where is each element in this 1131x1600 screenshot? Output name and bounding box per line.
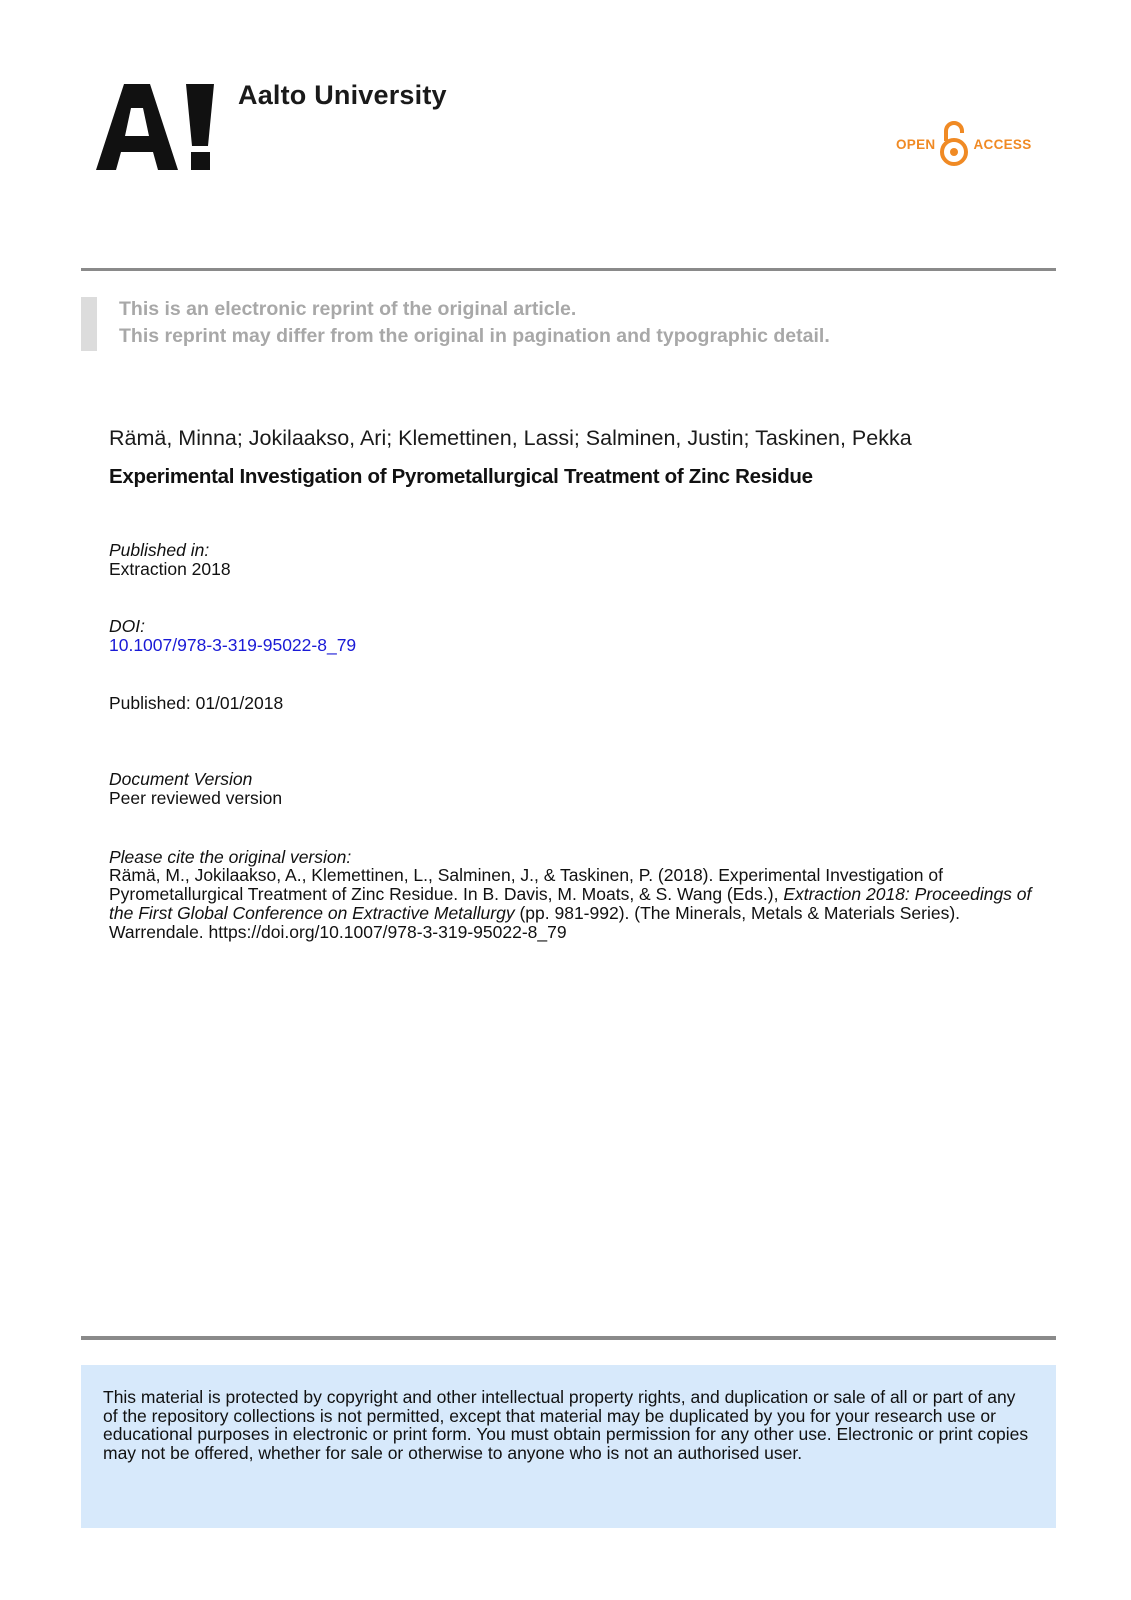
document-version-value: Peer reviewed version (109, 788, 283, 808)
citation-book-title: Extraction 2018: Proceedings of the First Global Conference on Extractive Metallurgy (109, 884, 1032, 923)
reprint-notice-line1: This is an electronic reprint of the original article. (119, 298, 577, 320)
reprint-notice-bar (81, 297, 97, 351)
open-access-label-left: OPEN (896, 136, 936, 152)
copyright-notice: This material is protected by copyright and other intellectual property rights, and duplication or sale of all or part of any of the repository collections is not permitted, except that material may be duplicated by you for your research use or educational purposes in electronic or print form. You must obtain permission for any other use. Electronic or print copies may not be offered, whether for sale or otherwise to anyone who is not an authorised user. (103, 1387, 1029, 1463)
citation-part2: (pp. 981-992). (The Minerals, Metals & Materials Series). Warrendale. https://doi.org/10.1007/978-3-319-95022-8_79 (109, 903, 961, 942)
bottom-divider (81, 1336, 1056, 1340)
citation-text (109, 866, 1039, 942)
document-version-label: Document Version (109, 769, 253, 789)
article-authors: Rämä, Minna; Jokilaakso, Ari; Klemettinen, Lassi; Salminen, Justin; Taskinen, Pekka (109, 426, 912, 450)
published-in-value: Extraction 2018 (109, 559, 231, 579)
reprint-notice (119, 296, 830, 350)
reprint-notice-line2: This reprint may differ from the original in pagination and typographic detail. (119, 325, 830, 347)
university-name: Aalto University (238, 80, 447, 110)
doi-label: DOI: (109, 616, 145, 636)
published-in-label: Published in: (109, 540, 210, 560)
aalto-logo-mark (96, 84, 214, 170)
open-access-label-right: ACCESS (973, 136, 1032, 152)
open-lock-icon (939, 119, 969, 169)
citation-part1: Rämä, M., Jokilaakso, A., Klemettinen, L., Salminen, J., & Taskinen, P. (2018). Experimental Investigation of Pyrometallurgical Treatment of Zinc Residue. In B. Davis, M. Moats, & S. Wang (Eds.), (109, 865, 943, 904)
top-divider (81, 268, 1056, 271)
doi-link[interactable]: 10.1007/978-3-319-95022-8_79 (109, 635, 357, 655)
citation-label: Please cite the original version: (109, 847, 352, 867)
open-access-badge (896, 118, 1032, 170)
published-date: Published: 01/01/2018 (109, 693, 284, 713)
article-title: Experimental Investigation of Pyrometallurgical Treatment of Zinc Residue (109, 465, 813, 488)
